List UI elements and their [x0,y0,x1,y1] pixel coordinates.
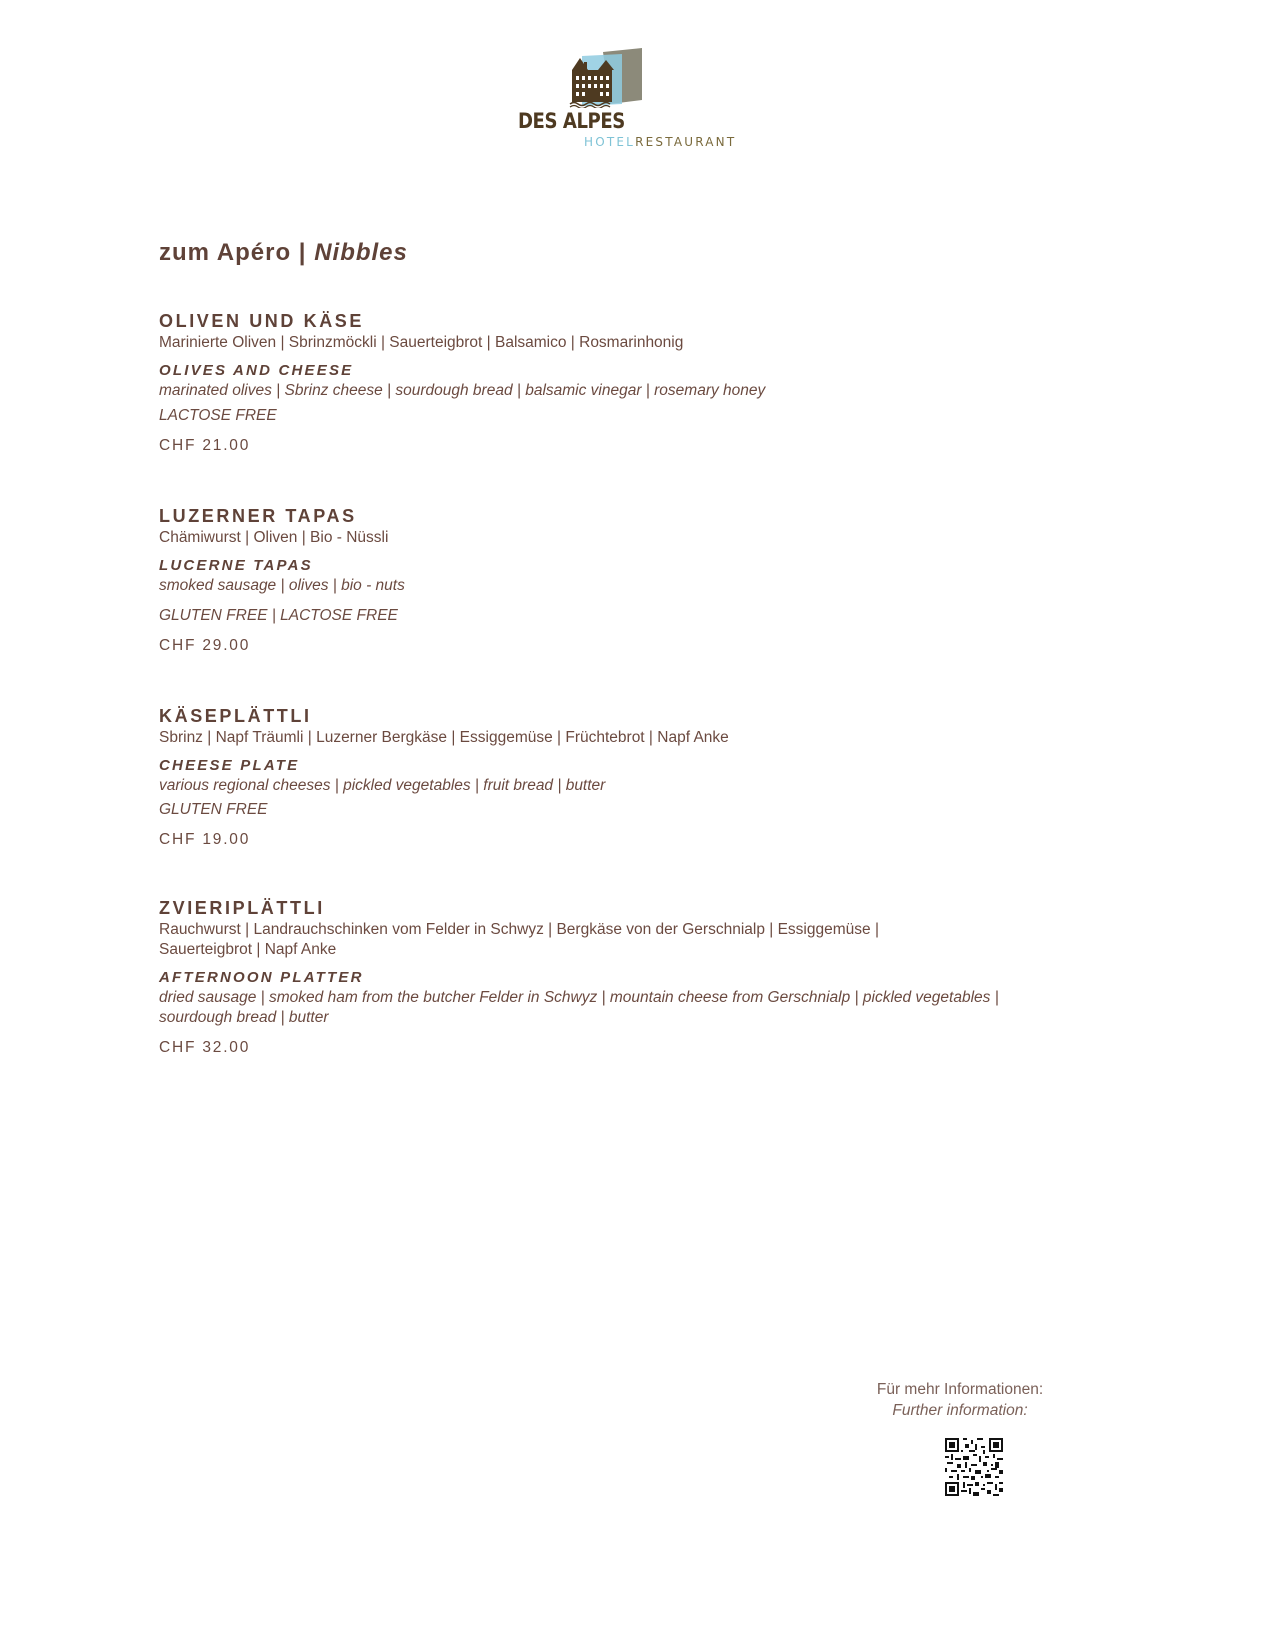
item-title-de: LUZERNER TAPAS [159,506,357,526]
item-diet-info: LACTOSE FREE [159,407,277,424]
item-description-de: Rauchwurst | Landrauchschinken vom Felder in Schwyz | Bergkäse von der Gerschnialp | Essiggemüse | Sauerteigbrot | Napf Anke [159,921,879,958]
item-description-de: Sbrinz | Napf Träumli | Luzerner Bergkäse | Essiggemüse | Früchtebrot | Napf Anke [159,729,729,746]
item-description-en: smoked sausage | olives | bio - nuts [159,577,405,594]
title-en: Nibbles [314,239,408,266]
item-title-de: ZVIERIPLÄTTLI [159,898,325,918]
menu-item [159,310,1019,456]
item-title-de: KÄSEPLÄTTLI [159,706,312,726]
brand-subtitle: HOTELRESTAURANT [584,135,737,149]
page-title [159,238,408,268]
item-description-de: Chämiwurst | Oliven | Bio - Nüssli [159,529,389,546]
footer-info-en: Further information: [892,1402,1028,1419]
item-description-en: dried sausage | smoked ham from the butcher Felder in Schwyz | mountain cheese from Gerschnialp | pickled vegetables | sourdough bread | butter [159,989,999,1026]
item-price: CHF 19.00 [159,831,251,848]
brand-name: DES ALPES [518,109,625,133]
item-description-de: Marinierte Oliven | Sbrinzmöckli | Sauerteigbrot | Balsamico | Rosmarinhonig [159,334,684,351]
item-price: CHF 29.00 [159,637,251,654]
footer-info [860,1379,1060,1421]
menu-item [159,505,1019,656]
title-de: zum Apéro [159,239,292,266]
item-diet-info: GLUTEN FREE [159,801,268,818]
item-description-en: various regional cheeses | pickled vegetables | fruit bread | butter [159,777,606,794]
menu-item [159,897,1019,1058]
item-title-en: LUCERNE TAPAS [159,557,313,574]
footer-info-de: Für mehr Informationen: [876,1381,1044,1398]
item-price: CHF 21.00 [159,437,251,454]
hotel-building-icon [558,48,648,108]
menu-item [159,705,1019,850]
item-title-en: AFTERNOON PLATTER [159,969,364,986]
item-title-en: CHEESE PLATE [159,757,300,774]
item-title-de: OLIVEN UND KÄSE [159,311,365,331]
qr-code-icon[interactable] [945,1438,1003,1496]
item-title-en: OLIVES AND CHEESE [159,362,354,379]
item-description-en: marinated olives | Sbrinz cheese | sourdough bread | balsamic vinegar | rosemary honey [159,382,766,399]
logo [518,48,737,149]
item-diet-info: GLUTEN FREE | LACTOSE FREE [159,607,398,624]
title-separator: | [298,239,307,266]
item-price: CHF 32.00 [159,1039,251,1056]
